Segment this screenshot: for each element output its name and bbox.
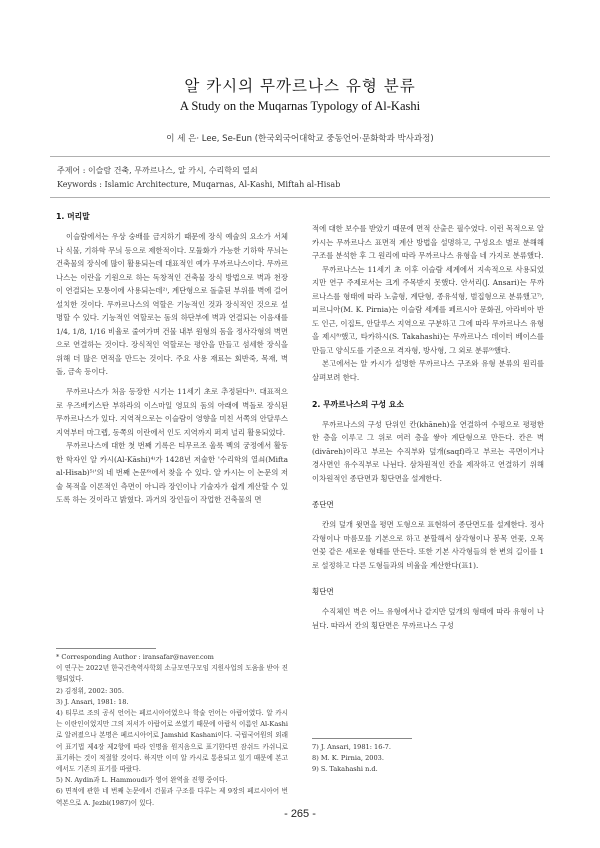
footnote: 5) N. Aydin과 L. Hammoudi가 영어 완역을 진행 중이다. (56, 776, 228, 785)
footnote: 9) S. Takahashi n.d. (312, 765, 378, 774)
footnote: 6) 면적에 관한 네 번째 논문에서 건물과 구조를 다루는 제 9장의 페르시아어 번역본으로 A. Jezbi(1987)이 있다. (56, 787, 288, 807)
section-heading-introduction: 1. 머리말 (56, 212, 90, 221)
left-footnotes (56, 652, 288, 809)
footnote: 2) 김정위, 2002: 305. (56, 686, 124, 695)
paper-title-korean: 알 카시의 무까르나스 유형 분류 (184, 77, 416, 95)
paragraph: 칸의 덮개 윗면을 평면 도형으로 표현하여 종단면도를 설계한다. 정사각형이나 마름모를 기본으로 하고 분할해서 삼각형이나 봉목 연꽃, 오목 연꽃 같은 새로운 형태를 만든다. 또한 기본 사각형들의 한 변의 길이를 1로 설정하고 다른 도형들과의 비율을 계산한다(표1). (312, 520, 544, 570)
right-column (312, 222, 544, 633)
paragraph: 이슬람에서는 우상 숭배를 금지하기 때문에 장식 예술의 요소가 서체나 식물, 기하학 무늬 등으로 제한적이다. 모듈화가 가능한 기하학 무늬는 건축물의 장식에 많이 활용되는데 대표적인 예가 무까르나스이다. 무까르나스는 이란을 기원으로 하는 독창적인 건축물 장식 방법으로 벽과 천장이 연결되는 모퉁이에 사용되는데²⁾, 계단형으로 돌출된 부위를 벽에 걸어 설치한 것이다. 무까르나스의 역할은 기능적인 것과 장식적인 것으로 설명할 수 있다. 기능적인 역할로는 돔의 하단부에 벽과 연결되는 이음새를 1/4, 1/8, 1/16 비율로 줄여가며 건물 내부 원형의 돔을 정사각형의 벽면으로 연결하는 것이다. 장식적인 역할로는 평안을 만들고 섬세한 장식을 위해 더 많은 면적을 만드는 것이다. 주요 사용 재료는 회반죽, 목재, 벽돌, 금속 등이다. (56, 232, 288, 377)
paragraph: 수직체인 벽은 어느 유형에서나 같지만 덮개의 형태에 따라 유형이 나뉜다. 따라서 칸의 횡단면은 무까르나스 구성 (312, 607, 544, 631)
footnote: * Corresponding Author : iransafar@naver.com (56, 653, 214, 661)
footnote-divider (56, 648, 156, 649)
paragraph: 본고에서는 알 카시가 설명한 무까르나스 구조와 유형 분류의 원리를 살펴보려 한다. (312, 359, 544, 383)
keywords-divider (50, 197, 550, 198)
footnote-divider (312, 738, 412, 739)
subheading-longitudinal-section: 종단면 (312, 500, 334, 510)
footnote: 7) J. Ansari, 1981: 16-7. (312, 743, 391, 751)
paper-title-english: A Study on the Muqarnas Typology of Al-Kashi (179, 99, 421, 113)
footnote: 8) M. K. Pirnia, 2003. (312, 754, 384, 763)
footnote: 4) 티무르 조의 공식 언어는 페르시아어였으나 학술 언어는 아랍어였다. 알 카시는 이란인이었지만 그의 저서가 아랍어로 쓰였기 때문에 아랍식 이름인 Al-Kashi로 알려졌으나 본명은 페르시아어로 Jamshid Kashani이다. 국립국어원의 외래어 표기법 제4장 제2항에 따라 인명을 원지음으로 표기한다면 잠쉬드 카쉬니로 표기하는 것이 적절할 것이다. 하지만 이미 알 카시로 통용되고 있기 때문에 본고에서도 기존의 표기를 따랐다. (56, 709, 288, 774)
footnote: 3) J. Ansari, 1981: 18. (56, 697, 129, 706)
subheading-cross-section: 횡단면 (312, 587, 334, 597)
keywords-english: Keywords : Islamic Architecture, Muqarnas, Al-Kashi, Miftah al-Hisab (57, 180, 341, 189)
right-footnotes (312, 742, 544, 776)
footnote: 이 연구는 2022년 한국건축역사학회 소규모연구모임 지원사업의 도움을 받아 진행되었다. (56, 664, 288, 684)
left-column (56, 210, 288, 507)
paragraph: 무까르나스는 11세기 초 이후 이슬람 세계에서 지속적으로 사용되었지만 연구 주제로서는 크게 주목받지 못했다. 안서리(J. Ansari)는 무까르나스를 형태에 따라 노출형, 계단형, 종유석형, 벌집형으로 분류했고⁷⁾, 피르니아(M. K. Pirnia)는 이슬람 세계를 페르시아 문화권, 아라비아 반도 인근, 이집트, 안달루스 지역으로 구분하고 그에 따라 무까르나스 유형을 제시⁸⁾했고, 타카하시(S. Takahashi)는 무까르나스 데이터 베이스를 만들고 양식도를 기준으로 격자형, 방사형, 그 외로 분류⁹⁾했다. (312, 264, 544, 355)
keywords-korean: 주제어 : 이슬람 건축, 무까르나스, 알 카시, 수리학의 열쇠 (57, 166, 258, 175)
page-number: - 265 - (284, 808, 316, 820)
section-heading-components: 2. 무까르나스의 구성 요소 (312, 399, 404, 409)
top-divider (50, 156, 550, 157)
paragraph: 무까르나스가 처음 등장한 시기는 11세기 초로 추정된다³⁾. 대표적으로 우즈베키스탄 부하라의 이스마일 영묘의 돔의 아래에 벽돌로 장식된 무까르나스가 있다. 지역적으로는 이슬람이 영향을 미친 서쪽의 안달루스 지역부터 마그렙, 동쪽의 이란에서 인도 지역까지 퍼져 널리 활용되었다. (56, 387, 288, 437)
author-line: 이 세 은· Lee, Se-Eun (한국외국어대학교 중동언어·문화학과 박사과정) (166, 134, 434, 144)
paragraph: 무까르나스에 대한 첫 번째 기록은 티무르조 울룩 벡의 궁정에서 활동한 학자인 알 카시(Al-Kāshi)⁴⁾가 1428년 저술한 '수리학의 열쇠(Mifta al-Hisab)⁵⁾'의 네 번째 논문⁶⁾에서 찾을 수 있다. 알 카시는 이 논문의 저술 목적을 이론적인 측면이 아니라 장인이나 기술자가 쉽게 계산할 수 있도록 하는 것이라고 밝혔다. 과거의 장인들이 작업한 건축물의 면 (56, 441, 288, 505)
paragraph: 적에 대한 보수를 받았기 때문에 면적 산출은 필수였다. 이런 목적으로 알 카시는 무까르나스 표면적 계산 방법을 설명하고, 구성요소 별로 분해해 구조를 분석한 후 그 원리에 따라 무까르나스 유형을 네 가지로 분류했다. (312, 224, 544, 261)
paragraph: 무까르나스의 구성 단위인 칸(khāneh)을 연결하여 수평으로 평평한 한 층을 이루고 그 위로 여러 층을 쌓아 계단형으로 만든다. 칸은 벽(divāreh)이라고 부르는 수직부와 덮개(saqf)라고 부르는 곡면이거나 경사면인 유수직부로 나뉜다. 삼차원적인 칸을 제작하고 연결하기 위해 이차원적인 종단면과 횡단면을 설계한다. (312, 419, 544, 483)
